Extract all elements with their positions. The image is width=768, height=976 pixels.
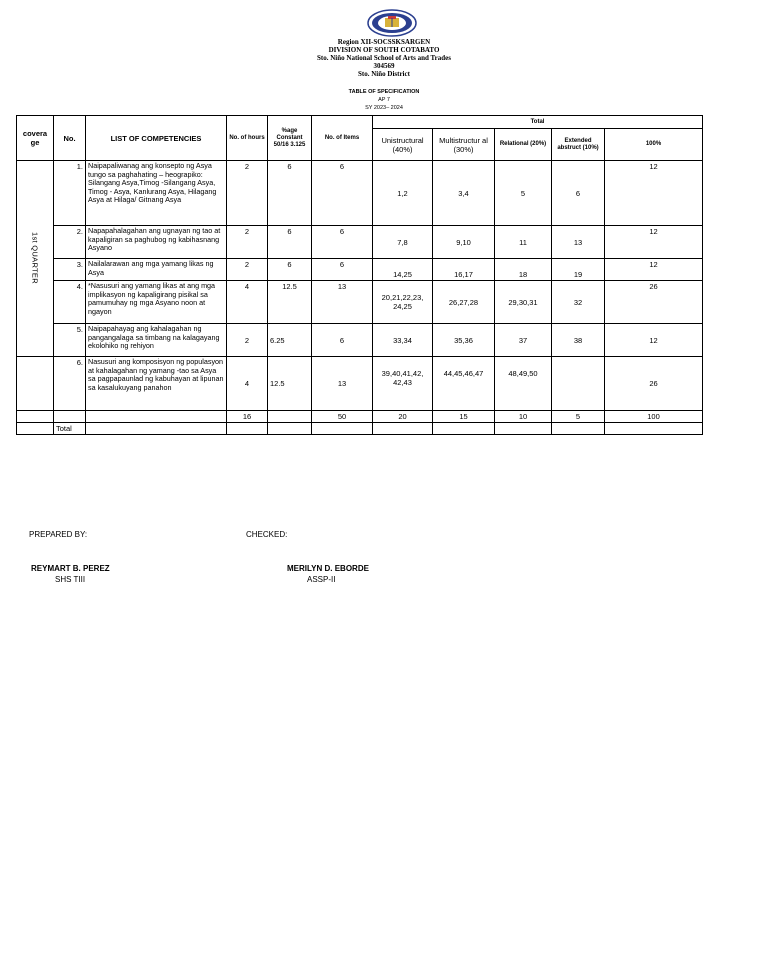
- table-row: [17, 357, 703, 411]
- school-name: Sto. Niño National School of Arts and Trades: [317, 54, 451, 62]
- row-unistructural: 33,34: [373, 324, 433, 357]
- row-relational: 5: [495, 161, 552, 226]
- row-multistructural: 35,36: [433, 324, 495, 357]
- row-items: 6: [312, 259, 373, 281]
- row-extended: 38: [552, 324, 605, 357]
- row-no: 3.: [54, 259, 86, 281]
- header-hundred: 100%: [605, 129, 703, 161]
- row-multistructural: 16,17: [433, 259, 495, 281]
- district-line: Sto. Niño District: [358, 70, 410, 78]
- row-hours: 4: [227, 357, 268, 411]
- row-competency: Nailalarawan ang mga yamang likas ng Asya: [86, 259, 227, 281]
- row-relational: 48,49,50: [495, 357, 552, 411]
- total-hours: 16: [227, 411, 268, 423]
- row-hours: 2: [227, 259, 268, 281]
- total-label: Total: [54, 423, 86, 435]
- doc-subject: AP 7: [378, 97, 390, 103]
- row-total: 12: [605, 161, 703, 226]
- division-line: DIVISION OF SOUTH COTABATO: [328, 46, 440, 54]
- row-percentage: 6.25: [268, 324, 312, 357]
- header-percentage: %age Constant 50/16 3.125: [268, 116, 312, 161]
- row-percentage: 12.5: [268, 357, 312, 411]
- row-relational: 29,30,31: [495, 281, 552, 324]
- row-no: 6.: [54, 357, 86, 411]
- row-hours: 2: [227, 161, 268, 226]
- row-items: 13: [312, 281, 373, 324]
- total-extended: 5: [552, 411, 605, 423]
- row-items: 13: [312, 357, 373, 411]
- total-label-row: [17, 423, 703, 435]
- total-relational: 10: [495, 411, 552, 423]
- row-extended: 13: [552, 226, 605, 259]
- total-items: 50: [312, 411, 373, 423]
- preparer-title: SHS TIII: [55, 575, 86, 584]
- row-multistructural: 44,45,46,47: [433, 357, 495, 411]
- doc-title: TABLE OF SPECIFICATION: [348, 89, 420, 95]
- total-unistructural: 20: [373, 411, 433, 423]
- row-multistructural: 26,27,28: [433, 281, 495, 324]
- row-extended: 32: [552, 281, 605, 324]
- header-competencies: LIST OF COMPETENCIES: [86, 116, 227, 161]
- header-unistructural: Unistructural (40%): [373, 129, 433, 161]
- row-percentage: 12.5: [268, 281, 312, 324]
- checker-title: ASSP-II: [307, 575, 336, 584]
- header-items: No. of Items: [312, 116, 373, 161]
- row-percentage: 6: [268, 259, 312, 281]
- row-extended: 6: [552, 161, 605, 226]
- row-unistructural: 39,40,41,42, 42,43: [373, 357, 433, 411]
- row-total: 26: [605, 281, 703, 324]
- row-percentage: 6: [268, 161, 312, 226]
- row-items: 6: [312, 226, 373, 259]
- row-multistructural: 9,10: [433, 226, 495, 259]
- header-total: Total: [373, 116, 703, 129]
- total-multistructural: 15: [433, 411, 495, 423]
- row-percentage: 6: [268, 226, 312, 259]
- row-competency: Nasusuri ang komposisyon ng populasyon at kahalagahan ng yamang -tao sa Asya sa pagpapaunlad ng kabuhayan at lipunan sa kasalukuyang panahon: [86, 357, 227, 411]
- row-multistructural: 3,4: [433, 161, 495, 226]
- row-total: 26: [605, 357, 703, 411]
- row-no: 2.: [54, 226, 86, 259]
- row-relational: 37: [495, 324, 552, 357]
- school-id: 304569: [373, 62, 395, 70]
- header-hours: No. of hours: [227, 116, 268, 161]
- row-no: 5.: [54, 324, 86, 357]
- header-coverage: covera ge: [17, 116, 54, 161]
- row-extended: [552, 357, 605, 411]
- header-multistructural: Multistructur al (30%): [433, 129, 495, 161]
- preparer-name: REYMART B. PEREZ: [31, 564, 110, 573]
- table-row: [17, 281, 703, 324]
- row-no: 4.: [54, 281, 86, 324]
- table-row: [17, 324, 703, 357]
- row-hours: 4: [227, 281, 268, 324]
- table-row: [17, 259, 703, 281]
- row-relational: 18: [495, 259, 552, 281]
- header-no: No.: [54, 116, 86, 161]
- region-line: Region XII-SOCSSKSARGEN: [337, 38, 431, 46]
- doc-school-year: SY 2023– 2024: [365, 105, 403, 111]
- row-items: 6: [312, 161, 373, 226]
- checker-name: MERILYN D. EBORDE: [287, 564, 369, 573]
- row-unistructural: 20,21,22,23, 24,25: [373, 281, 433, 324]
- total-grand: 100: [605, 411, 703, 423]
- row-competency: Naipapahayag ang kahalagahan ng pangangalaga sa timbang na kalagayang ekolohiko ng rehiyon: [86, 324, 227, 357]
- row-unistructural: 14,25: [373, 259, 433, 281]
- prepared-by-label: PREPARED BY:: [29, 530, 88, 539]
- row-competency: Naipapaliwanag ang konsepto ng Asya tungo sa paghahating – heograpiko: Silangang Asya,Timog -Silangang Asya, Timog - Asya, Kanlurang Asya, Hilagang Asya at Hilaga/ Gitnang Asya: [86, 161, 227, 226]
- row-competency: Napapahalagahan ang ugnayan ng tao at kapaligiran sa paghubog ng kabihasnang Asyano: [86, 226, 227, 259]
- row-unistructural: 1,2: [373, 161, 433, 226]
- row-total: 12: [605, 259, 703, 281]
- row-extended: 19: [552, 259, 605, 281]
- row-hours: 2: [227, 226, 268, 259]
- quarter-cell: [17, 161, 54, 357]
- row-hours: 2: [227, 324, 268, 357]
- table-row: [17, 161, 703, 226]
- header-extended: Extended abstruct (10%): [552, 129, 605, 161]
- row-no: 1.: [54, 161, 86, 226]
- deped-seal-logo: [366, 8, 418, 38]
- table-row: [17, 226, 703, 259]
- specification-table: [16, 115, 703, 435]
- quarter-label: 1st QUARTER: [30, 231, 40, 284]
- row-total: 12: [605, 324, 703, 357]
- row-total: 12: [605, 226, 703, 259]
- row-unistructural: 7,8: [373, 226, 433, 259]
- row-competency: *Nasusuri ang yamang likas at ang mga implikasyon ng kapaligirang pisikal sa pamumuhay ng mga Asyano noon at ngayon: [86, 281, 227, 324]
- row-relational: 11: [495, 226, 552, 259]
- row-items: 6: [312, 324, 373, 357]
- header-relational: Relational (20%): [495, 129, 552, 161]
- totals-row: [17, 411, 703, 423]
- checked-label: CHECKED:: [246, 530, 288, 539]
